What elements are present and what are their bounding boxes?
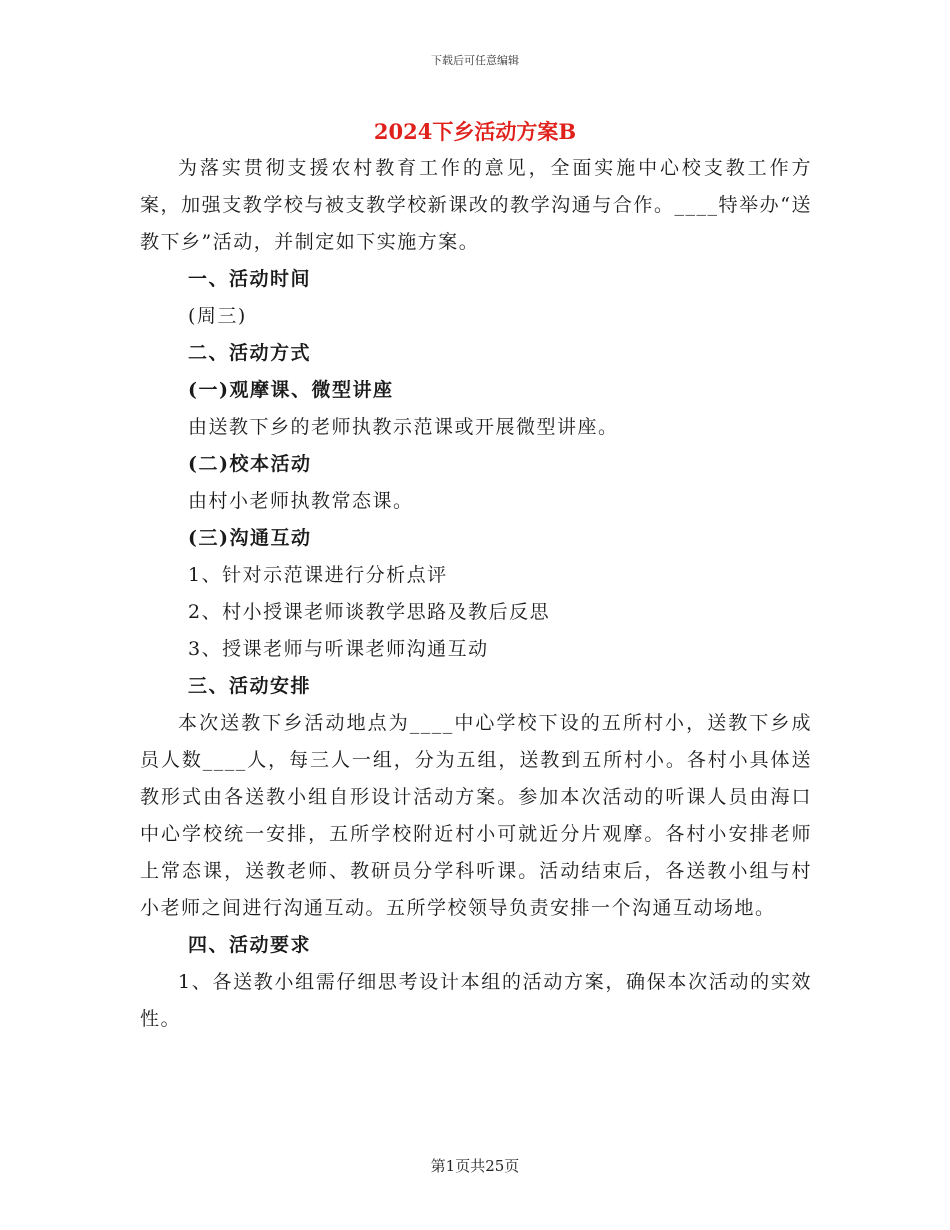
document-title: 2024下乡活动方案B (373, 119, 577, 144)
section-4-heading: 四、活动要求 (188, 934, 312, 956)
section-2-sub2-text: 由村小老师执教常态课。 (188, 490, 414, 512)
section-4-paragraph: 1、各送教小组需仔细思考设计本组的活动方案，确保本次活动的实效性。 (140, 971, 812, 1030)
section-2-heading: 二、活动方式 (188, 342, 312, 364)
document-body (140, 150, 812, 1038)
section-1-heading: 一、活动时间 (188, 268, 312, 290)
section-2-subheading-2: (二)校本活动 (188, 453, 312, 475)
page-number: 第1页共25页 (430, 1157, 520, 1175)
list-item: 2、村小授课老师谈教学思路及教后反思 (188, 601, 551, 623)
section-3-heading: 三、活动安排 (188, 675, 312, 697)
section-2-subheading-3: (三)沟通互动 (188, 527, 312, 549)
list-item: 1、针对示范课进行分析点评 (188, 564, 448, 586)
section-1-text: (周三) (188, 305, 247, 327)
list-item: 3、授课老师与听课老师沟通互动 (188, 638, 489, 660)
intro-paragraph: 为落实贯彻支援农村教育工作的意见，全面实施中心校支教工作方案，加强支教学校与被支教学校新课改的教学沟通与合作。____特举办“送教下乡”活动，并制定如下实施方案。 (140, 157, 812, 253)
section-2-subheading-1: (一)观摩课、微型讲座 (188, 379, 394, 401)
section-2-sub1-text: 由送教下乡的老师执教示范课或开展微型讲座。 (188, 416, 619, 438)
section-3-paragraph: 本次送教下乡活动地点为____中心学校下设的五所村小，送教下乡成员人数____人，每三人一组，分为五组，送教到五所村小。各村小具体送教形式由各送教小组自形设计活动方案。参加本次活动的听课人员由海口中心学校统一安排，五所学校附近村小可就近分片观摩。各村小安排老师上常态课，送教老师、教研员分学科听课。活动结束后，各送教小组与村小老师之间进行沟通互动。五所学校领导负责安排一个沟通互动场地。 (140, 712, 812, 919)
page-header-note: 下载后可任意编辑 (431, 54, 519, 67)
